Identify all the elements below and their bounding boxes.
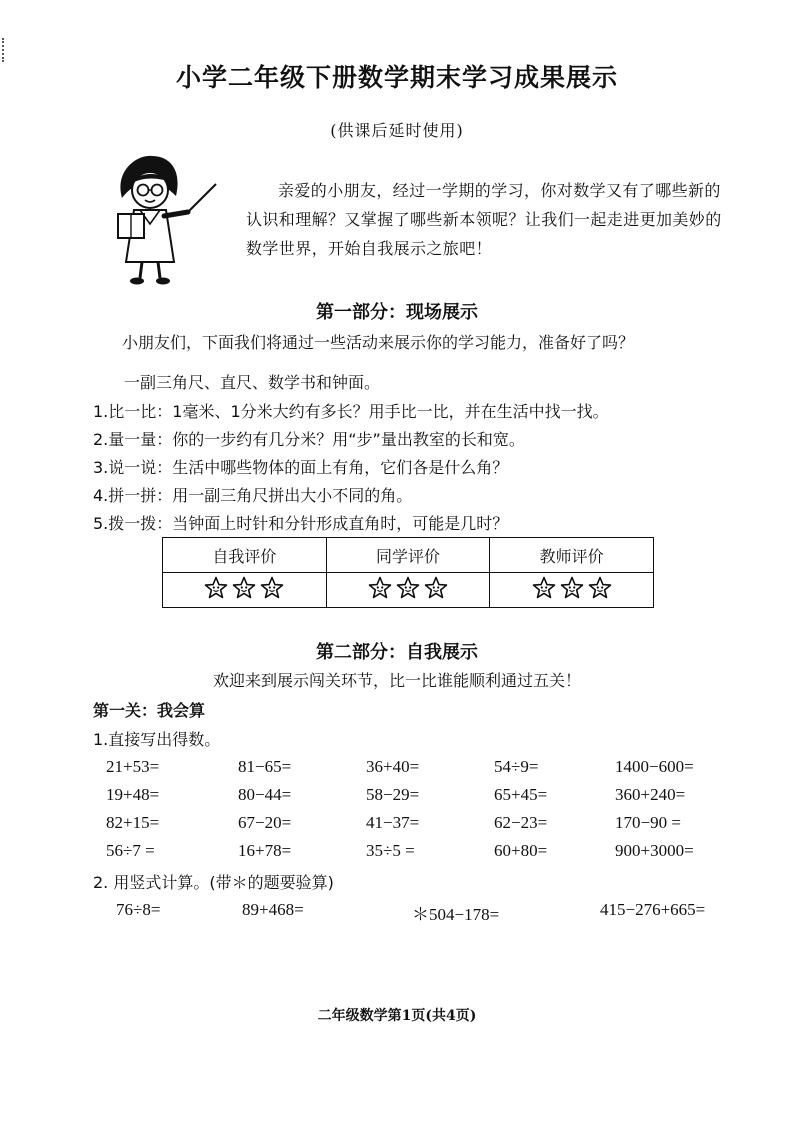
smiling-star-icon[interactable] xyxy=(424,576,448,600)
vertical-calc-1: 76÷8= xyxy=(116,900,161,919)
calc-item: 35÷5 = xyxy=(366,841,415,860)
smiling-star-icon[interactable] xyxy=(560,576,584,600)
part1-item-1: 1.比一比：1毫米、1分米大约有多长？用手比一比，并在生活中找一找。 xyxy=(93,402,609,421)
vertical-calc-3: ＊504−178= xyxy=(412,905,500,924)
calc-item: 80−44= xyxy=(238,785,292,804)
calc-item: 81−65= xyxy=(238,757,292,776)
calc-item: 19+48= xyxy=(106,785,160,804)
eval-stars-teacher[interactable] xyxy=(490,573,654,608)
evaluation-table xyxy=(162,537,654,608)
eval-stars-peer[interactable] xyxy=(326,573,490,608)
smiling-star-icon[interactable] xyxy=(232,576,256,600)
eval-header-teacher: 教师评价 xyxy=(490,538,654,573)
calc-item: 54÷9= xyxy=(494,757,539,776)
part1-item-4: 4.拼一拼：用一副三角尺拼出大小不同的角。 xyxy=(93,486,413,505)
star-group xyxy=(532,576,612,600)
calc-item: 67−20= xyxy=(238,813,292,832)
part2-heading: 第二部分：自我展示 xyxy=(316,642,478,663)
smiling-star-icon[interactable] xyxy=(532,576,556,600)
star-group xyxy=(204,576,284,600)
star-group xyxy=(368,576,448,600)
calc-item: 900+3000= xyxy=(615,841,694,860)
calc-item: 21+53= xyxy=(106,757,160,776)
part1-lead: 小朋友们，下面我们将通过一些活动来展示你的学习能力，准备好了吗？ xyxy=(122,333,635,352)
part2-lead: 欢迎来到展示闯关环节，比一比谁能顺利通过五关！ xyxy=(212,671,581,690)
question-2: 2. 用竖式计算。(带＊的题要验算) xyxy=(93,873,334,892)
eval-header-peer: 同学评价 xyxy=(326,538,490,573)
calc-item: 82+15= xyxy=(106,813,160,832)
intro-paragraph: 亲爱的小朋友，经过一学期的学习，你对数学又有了哪些新的认识和理解？又掌握了哪些新本领呢？让我们一起走进更加美妙的数学世界，开始自我展示之旅吧！ xyxy=(246,181,722,258)
eval-stars-self[interactable] xyxy=(163,573,327,608)
calc-item: 16+78= xyxy=(238,841,292,860)
vertical-calc-4: 415−276+665= xyxy=(600,900,706,919)
page-subtitle: (供课后延时使用) xyxy=(330,121,464,140)
calc-item: 1400−600= xyxy=(615,757,694,776)
teacher-illustration xyxy=(100,150,225,290)
calc-item: 41−37= xyxy=(366,813,420,832)
smiling-star-icon[interactable] xyxy=(260,576,284,600)
page-footer: 二年级数学第1页(共4页) xyxy=(317,1008,477,1024)
question-1: 1.直接写出得数。 xyxy=(93,730,221,749)
smiling-star-icon[interactable] xyxy=(588,576,612,600)
calc-item: 60+80= xyxy=(494,841,548,860)
calc-item: 170−90 = xyxy=(615,813,681,832)
level1-heading: 第一关：我会算 xyxy=(93,701,206,720)
smiling-star-icon[interactable] xyxy=(396,576,420,600)
page-title: 小学二年级下册数学期末学习成果展示 xyxy=(175,63,618,92)
part1-heading: 第一部分：现场展示 xyxy=(316,302,478,323)
calc-item: 62−23= xyxy=(494,813,548,832)
calc-item: 58−29= xyxy=(366,785,420,804)
part1-materials: 一副三角尺、直尺、数学书和钟面。 xyxy=(124,373,381,392)
vertical-calc-2: 89+468= xyxy=(242,900,304,919)
part1-item-5: 5.拨一拨：当钟面上时针和分针形成直角时，可能是几时？ xyxy=(93,514,509,533)
calc-item: 65+45= xyxy=(494,785,548,804)
part1-item-2: 2.量一量：你的一步约有几分米？用“步”量出教室的长和宽。 xyxy=(93,430,525,449)
smiling-star-icon[interactable] xyxy=(204,576,228,600)
smiling-star-icon[interactable] xyxy=(368,576,392,600)
eval-header-self: 自我评价 xyxy=(163,538,327,573)
calc-item: 360+240= xyxy=(615,785,686,804)
calc-item: 36+40= xyxy=(366,757,420,776)
calc-item: 56÷7 = xyxy=(106,841,155,860)
part1-item-3: 3.说一说：生活中哪些物体的面上有角，它们各是什么角？ xyxy=(93,458,509,477)
